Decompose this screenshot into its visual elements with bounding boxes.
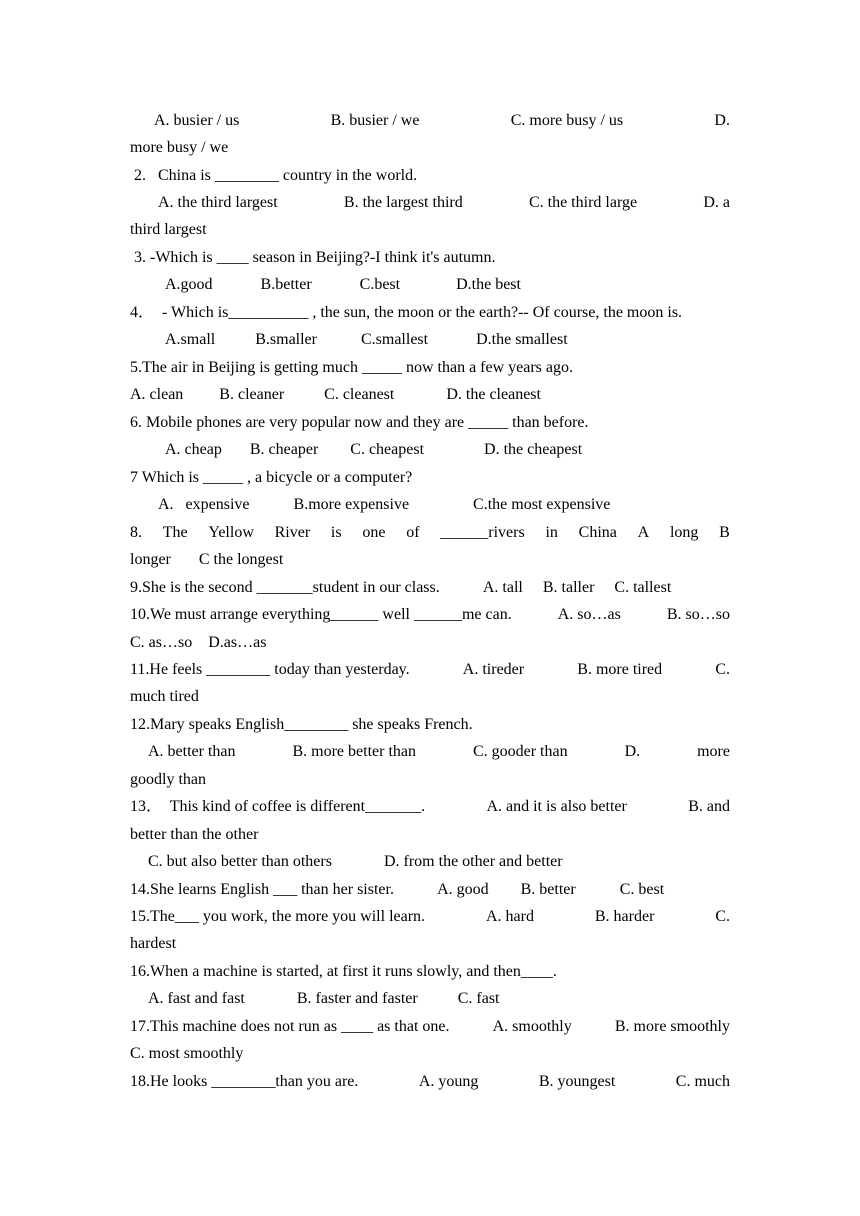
text-segment: in (545, 524, 558, 541)
text-line (130, 1016, 730, 1038)
text-line: A.good B.better C.best D.the best (165, 276, 521, 293)
text-line (158, 192, 730, 214)
text-segment: A. young (418, 1073, 479, 1090)
text-line: A. cheap B. cheaper C. cheapest D. the cheapest (165, 441, 583, 458)
text-segment: C. (715, 908, 730, 925)
text-segment: B. and (688, 798, 730, 815)
text-segment: B. harder (594, 908, 655, 925)
text-segment: B. more tired (577, 661, 663, 678)
text-line: C. as…so D.as…as (130, 634, 267, 651)
text-line: better than the other (130, 826, 259, 843)
text-line (130, 906, 730, 928)
text-line: 12.Mary speaks English________ she speaks French. (130, 716, 473, 733)
text-segment: B. youngest (538, 1073, 616, 1090)
text-line: 6. Mobile phones are very popular now and they are _____ than before. (130, 414, 589, 431)
text-line: more busy / we (130, 139, 229, 156)
text-line: A. clean B. cleaner C. cleanest D. the cleanest (130, 386, 541, 403)
text-line: 7 Which is _____ , a bicycle or a computer? (130, 469, 413, 486)
text-line (130, 796, 730, 818)
text-segment: 13． This kind of coffee is different_______. (130, 798, 426, 815)
text-segment: A. so…as (557, 606, 621, 623)
text-segment: B. the largest third (343, 194, 463, 211)
text-line: 2. China is ________ country in the world. (134, 167, 418, 184)
text-segment: C. more busy / us (510, 112, 624, 129)
text-segment: C. much (675, 1073, 730, 1090)
text-segment: A. and it is also better (486, 798, 627, 815)
text-segment: 10.We must arrange everything______ well ______me can. (130, 606, 512, 623)
text-segment: 11.He feels ________ today than yesterday. (130, 661, 410, 678)
text-line: third largest (130, 221, 207, 238)
text-line: A. fast and fast B. faster and faster C. fast (148, 990, 500, 1007)
text-segment: B. more better than (292, 743, 416, 760)
text-segment: B. busier / we (330, 112, 420, 129)
text-line (130, 604, 730, 626)
text-line: 5.The air in Beijing is getting much _____ now than a few years ago. (130, 359, 574, 376)
text-segment: is (330, 524, 342, 541)
text-line: longer C the longest (130, 551, 284, 568)
text-segment: River (274, 524, 311, 541)
text-segment: of (406, 524, 420, 541)
text-segment: A. hard (485, 908, 534, 925)
text-line: 14.She learns English ___ than her sister. A. good B. better C. best (130, 881, 665, 898)
text-segment: A. busier / us (154, 112, 240, 129)
text-line: hardest (130, 935, 177, 952)
text-segment: D. a (703, 194, 730, 211)
text-line: C. most smoothly (130, 1045, 244, 1062)
text-segment: A. smoothly (492, 1018, 572, 1035)
text-segment: B. so…so (666, 606, 730, 623)
text-segment: more (697, 743, 730, 760)
text-line (130, 659, 730, 681)
text-segment: long (669, 524, 699, 541)
text-line: 4． - Which is__________ , the sun, the moon or the earth?-- Of course, the moon is. (130, 304, 683, 321)
text-segment: A. tireder (462, 661, 525, 678)
text-line (148, 741, 730, 763)
text-line: 3. -Which is ____ season in Beijing?-I think it's autumn. (134, 249, 496, 266)
text-segment: D. (624, 743, 641, 760)
text-segment: C. (715, 661, 730, 678)
text-segment: Yellow (208, 524, 254, 541)
text-line: C. but also better than others D. from the other and better (148, 853, 563, 870)
text-segment: 17.This machine does not run as ____ as that one. (130, 1018, 450, 1035)
text-line: goodly than (130, 771, 206, 788)
text-segment: D. (714, 112, 730, 129)
text-segment: A (637, 524, 650, 541)
text-segment: China (578, 524, 617, 541)
text-line: A.small B.smaller C.smallest D.the smallest (165, 331, 568, 348)
text-segment: A. the third largest (158, 194, 278, 211)
text-line: A. expensive B.more expensive C.the most expensive (158, 496, 611, 513)
text-segment: 8. (130, 524, 142, 541)
text-segment: B. more smoothly (614, 1018, 730, 1035)
text-line: 16.When a machine is started, at first it runs slowly, and then____. (130, 963, 557, 980)
text-line (130, 1071, 730, 1093)
text-segment: ______rivers (440, 524, 525, 541)
text-segment: 15.The___ you work, the more you will learn. (130, 908, 426, 925)
text-segment: A. better than (148, 743, 236, 760)
text-line (154, 110, 730, 132)
text-segment: one (362, 524, 386, 541)
text-segment: C. gooder than (472, 743, 568, 760)
text-line: 9.She is the second _______student in our class. A. tall B. taller C. tallest (130, 579, 672, 596)
text-segment: C. the third large (528, 194, 638, 211)
text-segment: 18.He looks ________than you are. (130, 1073, 359, 1090)
text-line (130, 522, 730, 544)
text-segment: The (162, 524, 188, 541)
text-segment: B (719, 524, 730, 541)
text-line: much tired (130, 688, 199, 705)
